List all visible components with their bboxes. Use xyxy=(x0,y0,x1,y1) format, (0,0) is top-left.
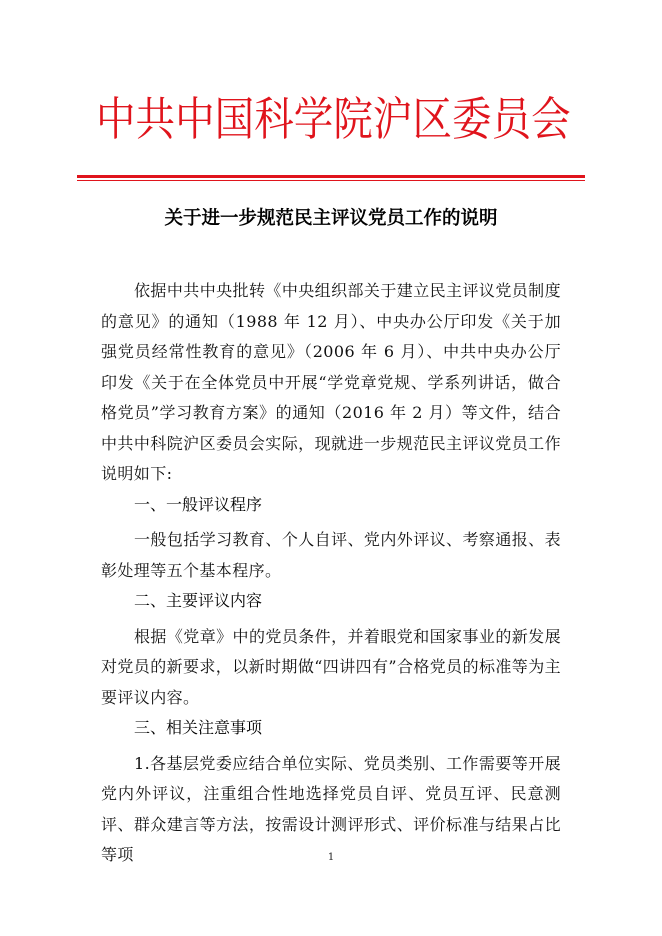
intro-paragraph: 依据中共中央批转《中央组织部关于建立民主评议党员制度的意见》的通知（1988 年 12 月）、中央办公厅印发《关于加强党员经常性教育的意见》（2006 年 6 月）、中共中央办公厅印发《关于在全体党员中开展“学党章党规、学系列讲话，做合格党员”学习教育方案》的通知（2016 年 2 月）等文件，结合中共中科院沪区委员会实际，现就进一步规范民主评议党员工作说明如下: xyxy=(101,281,561,483)
document-title: 关于进一步规范民主评议党员工作的说明 xyxy=(164,208,498,229)
letterhead-divider-thick xyxy=(77,175,585,178)
section-paragraph: 1.各基层党委应结合单位实际、党员类别、工作需要等开展党内外评议，注重组合性地选择党员自评、党员互评、民意测评、群众建言等方法，按需设计测评形式、评价标准与结果占比等项 xyxy=(101,753,561,864)
letterhead-char: 会 xyxy=(531,92,571,146)
section-paragraph: 根据《党章》中的党员条件，并着眼党和国家事业的新发展对党员的新要求，以新时期做“四讲四有”合格党员的标准等为主要评议内容。 xyxy=(101,626,561,707)
letterhead-divider-thin xyxy=(77,180,585,181)
letterhead-title xyxy=(96,88,571,150)
page-number: 1 xyxy=(327,852,335,863)
letterhead-char: 国 xyxy=(214,92,255,146)
letterhead-char: 中 xyxy=(175,92,215,146)
section-heading-procedure: 一、一般评议程序 xyxy=(134,494,263,514)
letterhead-char: 院 xyxy=(333,92,373,146)
letterhead-char: 区 xyxy=(412,92,453,146)
letterhead-char: 员 xyxy=(491,92,532,146)
letterhead-char: 沪 xyxy=(372,92,413,146)
letterhead-char: 委 xyxy=(452,92,492,146)
letterhead-char: 共 xyxy=(135,92,176,146)
section-paragraph: 一般包括学习教育、个人自评、党内外评议、考察通报、表彰处理等五个基本程序。 xyxy=(101,530,561,580)
letterhead-char: 学 xyxy=(293,92,334,146)
letterhead-char: 科 xyxy=(254,92,294,146)
letterhead-char: 中 xyxy=(96,92,136,146)
document-body xyxy=(101,276,561,871)
section-heading-content: 二、主要评议内容 xyxy=(134,591,263,610)
section-heading-notes: 三、相关注意事项 xyxy=(134,718,263,737)
